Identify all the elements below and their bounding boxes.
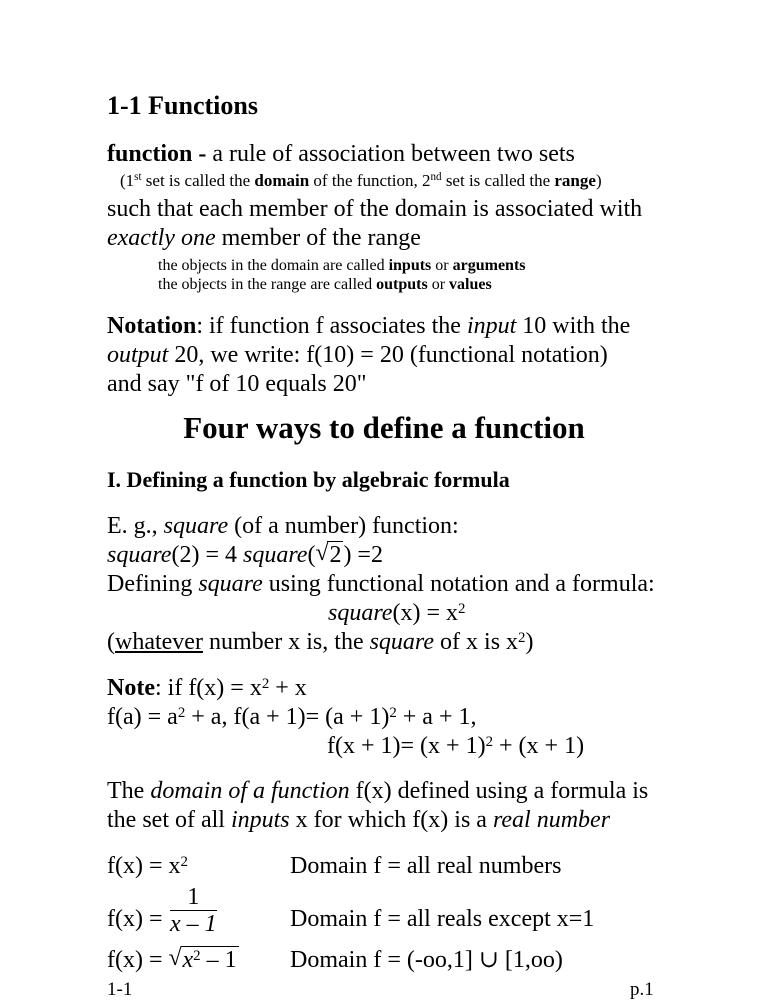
square-word: square [369,629,435,655]
eg-text: (2) = 4 [171,542,243,568]
exponent: 2 [389,704,397,721]
sqrt-two [315,541,343,569]
note-text: + a, f(a + 1)= (a + 1) [185,704,390,730]
outputs-note [158,275,492,295]
notation-text: 20, we write: f(10) = 20 (functional notation) [168,342,608,368]
domain-def-text: x for which f(x) is a [289,807,493,833]
note-line-3 [327,732,584,760]
sqrt-expression [169,946,239,974]
domain-term: domain [254,171,310,190]
exponent: 2 [457,600,466,617]
note-text: the objects in the range are called [158,276,377,293]
note-label: Note [107,675,155,701]
note-line-1 [107,674,307,702]
example-lhs-text: f(x) = [107,947,169,973]
formula-text: (x) = x [392,600,458,626]
input-word: input [466,313,517,339]
footer-page-number: p.1 [630,979,654,1000]
notation-label: Notation [107,313,197,339]
note-text: the objects in the domain are called [158,257,389,274]
definition-line-3 [107,224,421,252]
radicand-var: x [182,947,194,973]
note-text: or [427,276,450,293]
sets-note [120,171,602,191]
eg-text: ( [107,629,115,655]
example-1-lhs [107,852,188,880]
square-word: square [328,600,393,626]
eg-text: using functional notation and a formula: [262,571,655,597]
radicand: 2 [329,542,342,568]
note-text: + x [269,675,307,701]
sup-st: st [134,171,142,184]
notation-text: 10 with the [516,313,631,339]
example-3-rhs: Domain f = (-oo,1] ∪ [1,oo) [290,947,563,973]
note-text: f(x + 1)= (x + 1) [327,733,486,759]
notation-text: : if function f associates the [196,313,467,339]
inputs-word: inputs [230,807,290,833]
sets-note-text: of the function, 2 [309,171,431,190]
exponent: 2 [177,704,186,721]
sets-note-text: ) [595,171,602,190]
square-formula [328,599,465,627]
exactly-one-text: exactly one [107,225,216,251]
definition-text: a rule of association between two sets [206,141,575,167]
square-word: square [242,542,308,568]
footer-left: 1-1 [107,979,133,1000]
section-heading: Four ways to define a function [183,410,585,445]
outputs-term: outputs [376,276,428,293]
square-word: square [107,542,172,568]
eg-text: E. g., [107,513,164,539]
domain-def-text: f(x) defined using a formula is [349,778,649,804]
fraction-denominator: x – 1 [170,911,217,937]
range-term: range [554,171,596,190]
notation-line-1 [107,312,630,340]
output-word: output [107,342,169,368]
note-text: or [431,257,453,274]
exponent: 2 [485,733,494,750]
exponent: 2 [518,629,526,646]
example-2-fraction [170,884,217,937]
inputs-note [158,256,526,276]
example-line-1 [107,512,459,540]
domain-of-function: domain of a function [150,778,350,804]
square-word: square [163,513,229,539]
whatever-word: whatever [115,629,203,655]
inputs-term: inputs [388,257,432,274]
example-3-lhs [107,946,239,974]
radicand [181,946,239,973]
example-lhs-text: f(x) = x [107,853,181,879]
exponent: 2 [180,853,188,870]
function-definition-line [107,140,575,168]
eg-text: Defining [107,571,199,597]
sets-note-text: set is called the [141,171,255,190]
notation-line-2 [107,341,608,369]
eg-text: ) =2 [343,542,383,568]
exponent: 2 [193,947,201,964]
square-word: square [198,571,263,597]
exponent: 2 [261,675,270,692]
radical-sign: √ [315,540,329,566]
note-text: f(a) = a [107,704,178,730]
example-2-lhs: f(x) = [107,906,163,932]
domain-def-line-2 [107,806,610,834]
domain-def-text: the set of all [107,807,231,833]
eg-text: ( [307,542,316,568]
real-number-word: real number [492,807,611,833]
fraction-numerator: 1 [170,884,217,911]
definition-text: member of the range [215,225,421,251]
note-line-2 [107,703,477,731]
domain-def-line-1 [107,777,648,805]
eg-text: of x is x [434,629,519,655]
domain-def-text: The [107,778,151,804]
definition-line-2: such that each member of the domain is associated with [107,196,643,222]
eg-text: number x is, the [202,629,370,655]
example-1-rhs: Domain f = all real numbers [290,853,562,879]
arguments-term: arguments [452,257,526,274]
sets-note-text: set is called the [441,171,555,190]
note-text: : if f(x) = x [154,675,262,701]
note-text: + a + 1, [396,704,477,730]
example-line-5 [107,628,533,656]
subsection-title: I. Defining a function by algebraic formula [107,467,510,492]
sets-note-text: (1 [120,171,135,190]
eg-text: ) [525,629,534,655]
example-2-rhs: Domain f = all reals except x=1 [290,906,595,932]
radical-sign: √ [168,945,182,971]
example-line-2 [107,541,383,569]
notation-line-3: and say "f of 10 equals 20" [107,371,367,397]
radicand-tail: – 1 [200,947,237,973]
page-title: 1-1 Functions [107,91,258,120]
values-term: values [449,276,492,293]
sup-nd: nd [430,171,442,184]
note-text: + (x + 1) [493,733,585,759]
function-term: function - [107,141,207,167]
eg-text: (of a number) function: [228,513,459,539]
example-line-3 [107,570,655,598]
